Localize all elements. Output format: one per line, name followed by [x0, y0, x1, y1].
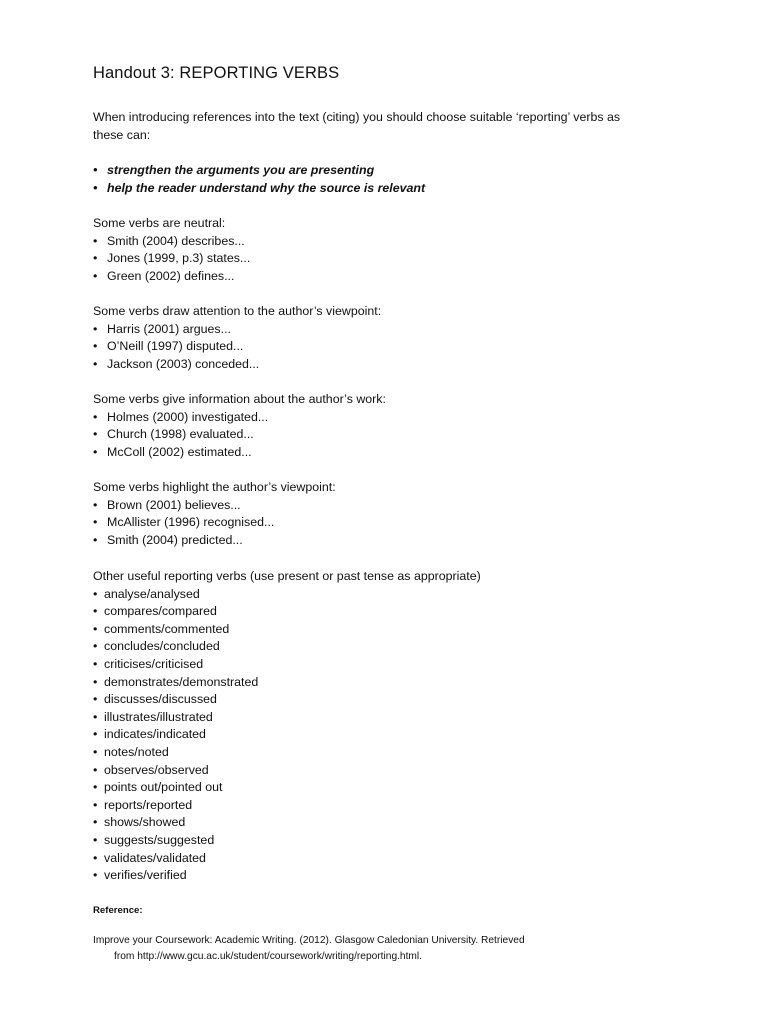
list-item: • Smith (2004) describes...	[93, 233, 693, 251]
list-item: • verifies/verified	[93, 867, 693, 885]
list-item: • shows/showed	[93, 814, 693, 832]
intro-paragraph	[93, 109, 693, 144]
list-item: • comments/commented	[93, 621, 693, 639]
list-item: • points out/pointed out	[93, 779, 693, 797]
list-item: • McColl (2002) estimated...	[93, 444, 693, 462]
citation-line: Improve your Coursework: Academic Writing. (2012). Glasgow Caledonian University. Retrieved	[93, 935, 525, 946]
intro-line: these can:	[93, 127, 151, 142]
list-item: • Smith (2004) predicted...	[93, 532, 693, 550]
purpose-item: • strengthen the arguments you are presenting	[93, 162, 693, 180]
example-list	[93, 321, 693, 374]
section-heading: Some verbs give information about the author’s work:	[93, 392, 386, 406]
list-item: • Jackson (2003) conceded...	[93, 356, 693, 374]
list-item: • compares/compared	[93, 603, 693, 621]
list-item: • validates/validated	[93, 850, 693, 868]
page-title: Handout 3: REPORTING VERBS	[93, 64, 340, 82]
reference-citation	[93, 933, 693, 965]
list-item: • discusses/discussed	[93, 691, 693, 709]
list-item: • Holmes (2000) investigated...	[93, 409, 693, 427]
list-item: • criticises/criticised	[93, 656, 693, 674]
list-item: • Brown (2001) believes...	[93, 497, 693, 515]
list-item: • suggests/suggested	[93, 832, 693, 850]
list-item: • analyse/analysed	[93, 586, 693, 604]
list-item: • demonstrates/demonstrated	[93, 674, 693, 692]
list-item: • concludes/concluded	[93, 638, 693, 656]
section-heading: Other useful reporting verbs (use present or past tense as appropriate)	[93, 569, 481, 583]
neutral-verbs-section	[93, 215, 693, 285]
list-item: • observes/observed	[93, 762, 693, 780]
purpose-item: • help the reader understand why the source is relevant	[93, 180, 693, 198]
list-item: • Green (2002) defines...	[93, 268, 693, 286]
list-item: • reports/reported	[93, 797, 693, 815]
list-item: • O’Neill (1997) disputed...	[93, 338, 693, 356]
example-list	[93, 233, 693, 286]
reference-label: Reference:	[93, 905, 143, 916]
information-verbs-section	[93, 391, 693, 461]
section-heading: Some verbs draw attention to the author’s viewpoint:	[93, 304, 382, 318]
list-item: • illustrates/illustrated	[93, 709, 693, 727]
other-verbs-section	[93, 568, 693, 885]
list-item: • McAllister (1996) recognised...	[93, 514, 693, 532]
example-list	[93, 497, 693, 550]
list-item: • Church (1998) evaluated...	[93, 426, 693, 444]
intro-line: When introducing references into the text (citing) you should choose suitable ‘reporting’ verbs as	[93, 110, 621, 124]
list-item: • Harris (2001) argues...	[93, 321, 693, 339]
list-item: • indicates/indicated	[93, 726, 693, 744]
attention-verbs-section	[93, 303, 693, 373]
citation-url-line: from http://www.gcu.ac.uk/student/coursework/writing/reporting.html.	[114, 951, 423, 962]
list-item: • notes/noted	[93, 744, 693, 762]
verb-list	[93, 586, 693, 885]
purpose-list	[93, 162, 693, 197]
example-list	[93, 409, 693, 462]
list-item: • Jones (1999, p.3) states...	[93, 250, 693, 268]
highlight-verbs-section	[93, 479, 693, 549]
section-heading: Some verbs are neutral:	[93, 216, 226, 230]
section-heading: Some verbs highlight the author’s viewpoint:	[93, 480, 336, 494]
